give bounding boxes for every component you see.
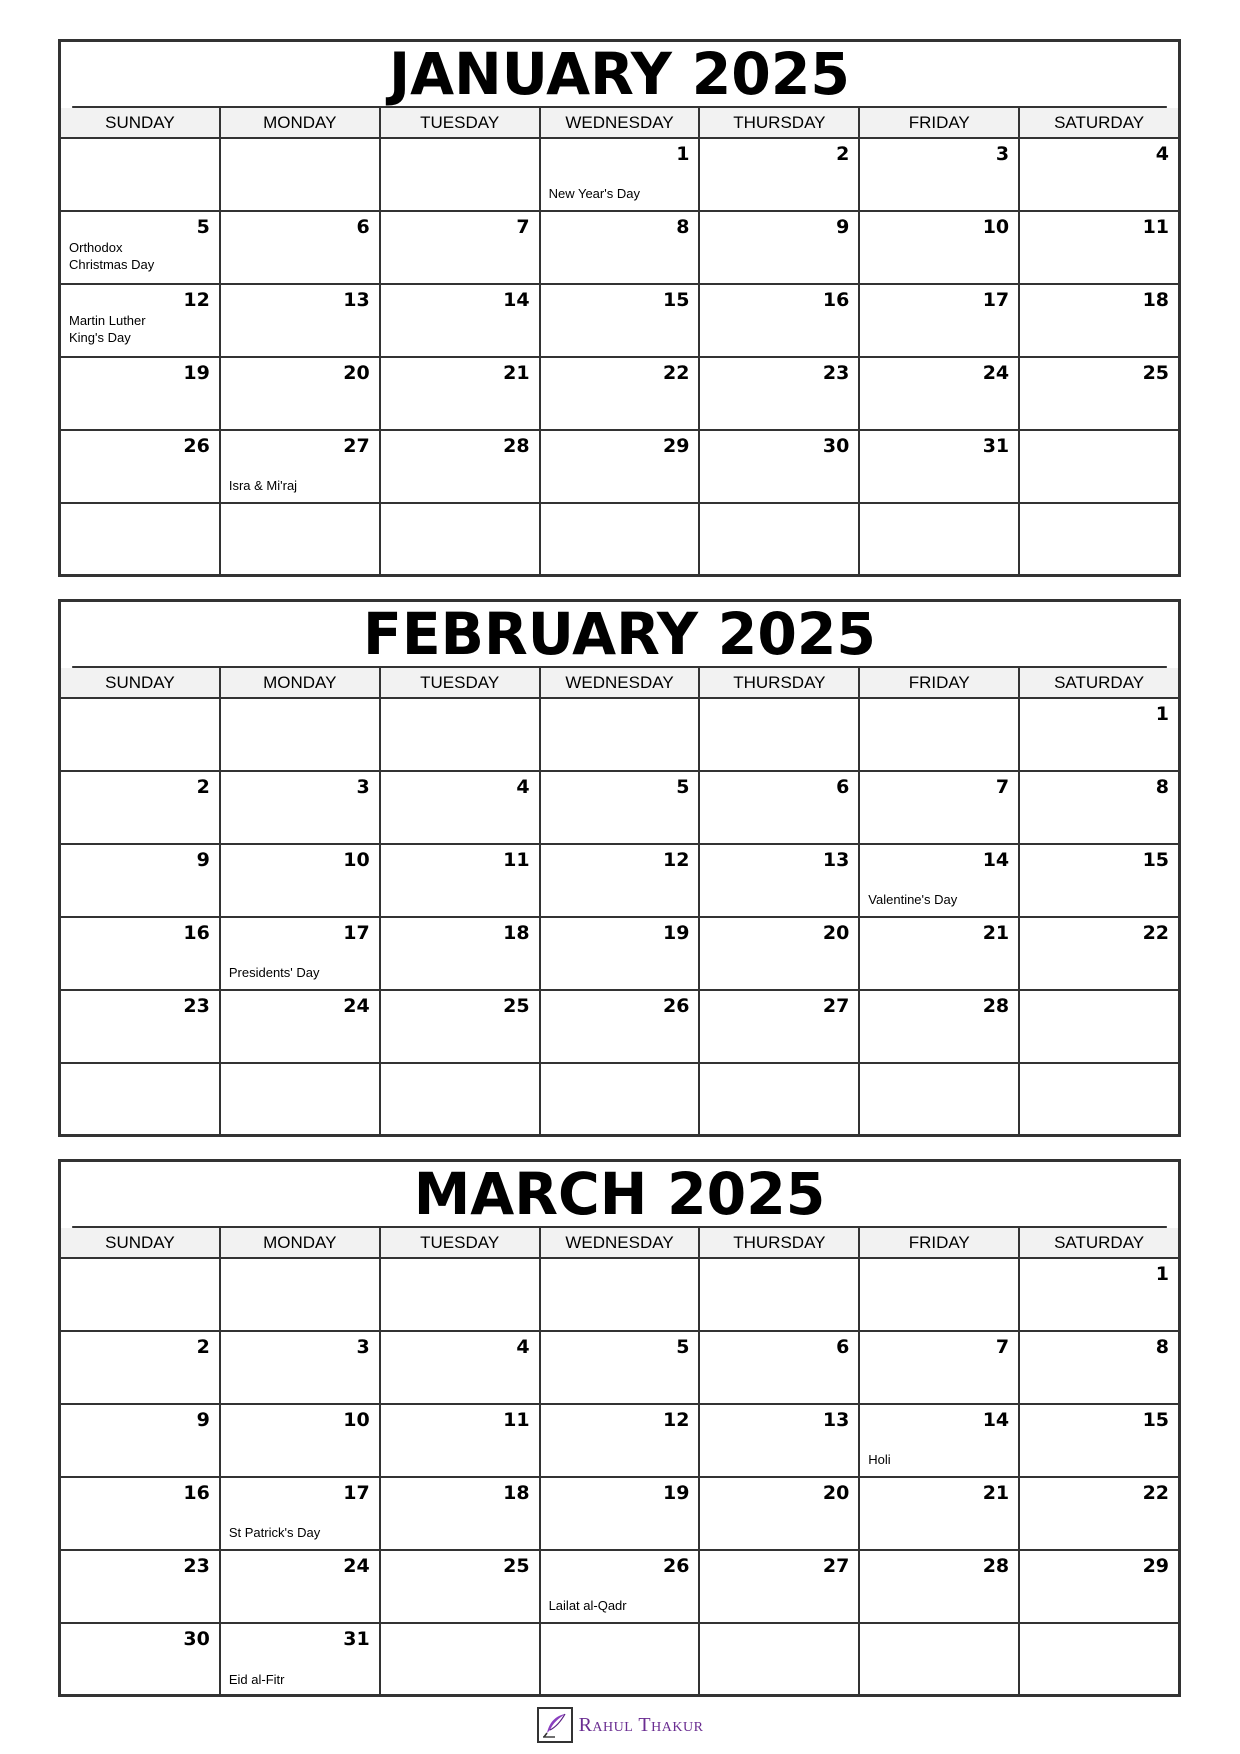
- weekday-sunday: SUNDAY: [61, 668, 221, 697]
- day-number: 27: [822, 995, 850, 1017]
- empty-day-cell: [860, 504, 1020, 576]
- weekday-thursday: THURSDAY: [700, 108, 860, 137]
- week-row: [61, 139, 1178, 212]
- week-row: [61, 845, 1178, 918]
- week-row: [61, 1478, 1178, 1551]
- day-cell: [541, 772, 701, 843]
- day-number: 3: [995, 143, 1010, 165]
- week-row: [61, 1624, 1178, 1696]
- day-number: 19: [183, 362, 210, 384]
- day-number: 28: [982, 1555, 1010, 1577]
- day-number: 12: [183, 289, 210, 311]
- day-cell: [61, 918, 221, 989]
- holiday-label: Valentine's Day: [868, 892, 958, 907]
- day-number: 30: [822, 435, 850, 457]
- day-number: 9: [196, 1409, 210, 1431]
- empty-day-cell: [221, 1064, 381, 1136]
- day-cell: [1020, 358, 1178, 429]
- day-number: 21: [503, 362, 530, 384]
- day-number: 18: [1142, 289, 1170, 311]
- day-number: 4: [516, 1336, 530, 1358]
- day-cell: [61, 772, 221, 843]
- week-row: [61, 1332, 1178, 1405]
- day-number: 11: [503, 1409, 530, 1431]
- weekday-wednesday: WEDNESDAY: [541, 668, 701, 697]
- day-number: 11: [1142, 216, 1170, 238]
- day-cell: [1020, 772, 1178, 843]
- weekday-header: [61, 668, 1178, 699]
- day-cell: [61, 1478, 221, 1549]
- day-number: 23: [822, 362, 850, 384]
- day-cell: [1020, 139, 1178, 210]
- day-cell: [541, 1332, 701, 1403]
- day-number: 2: [196, 1336, 210, 1358]
- day-cell: [221, 431, 381, 502]
- day-number: 29: [1142, 1555, 1170, 1577]
- day-cell: [541, 212, 701, 283]
- weekday-monday: MONDAY: [221, 108, 381, 137]
- day-cell: [1020, 699, 1178, 770]
- day-cell: [1020, 1259, 1178, 1330]
- day-cell: [1020, 845, 1178, 916]
- weekday-tuesday: TUESDAY: [381, 1228, 541, 1257]
- day-cell: [541, 285, 701, 356]
- weekday-sunday: SUNDAY: [61, 108, 221, 137]
- empty-day-cell: [61, 504, 221, 576]
- empty-day-cell: [221, 1259, 381, 1330]
- empty-day-cell: [700, 1259, 860, 1330]
- month-january: [58, 39, 1181, 577]
- day-cell: [1020, 1551, 1178, 1622]
- day-number: 26: [662, 1555, 690, 1577]
- day-cell: [700, 212, 860, 283]
- day-number: 12: [662, 1409, 690, 1431]
- day-cell: [61, 1551, 221, 1622]
- day-number: 4: [1155, 143, 1170, 165]
- day-cell: [61, 991, 221, 1062]
- empty-day-cell: [541, 1259, 701, 1330]
- month-grid: [61, 139, 1178, 576]
- day-number: 17: [343, 1482, 370, 1504]
- week-row: [61, 358, 1178, 431]
- day-cell: [1020, 212, 1178, 283]
- day-cell: [700, 1478, 860, 1549]
- day-cell: [700, 1332, 860, 1403]
- day-cell: [381, 431, 541, 502]
- week-row: [61, 504, 1178, 576]
- empty-day-cell: [61, 699, 221, 770]
- weekday-header: [61, 108, 1178, 139]
- day-number: 29: [662, 435, 690, 457]
- empty-day-cell: [381, 1624, 541, 1696]
- empty-day-cell: [61, 1259, 221, 1330]
- week-row: [61, 918, 1178, 991]
- day-number: 1: [1155, 1263, 1170, 1285]
- month-title: FEBRUARY 2025: [72, 602, 1167, 668]
- day-number: 16: [822, 289, 850, 311]
- day-number: 14: [982, 1409, 1010, 1431]
- empty-day-cell: [61, 1064, 221, 1136]
- day-cell: [61, 358, 221, 429]
- day-cell: [221, 285, 381, 356]
- day-number: 14: [982, 849, 1010, 871]
- day-cell: [61, 1624, 221, 1696]
- empty-day-cell: [541, 699, 701, 770]
- day-cell: [860, 1478, 1020, 1549]
- weekday-friday: FRIDAY: [860, 108, 1020, 137]
- day-cell: [381, 285, 541, 356]
- week-row: [61, 1551, 1178, 1624]
- day-number: 17: [343, 922, 370, 944]
- day-cell: [860, 285, 1020, 356]
- day-number: 3: [356, 1336, 370, 1358]
- day-number: 22: [1142, 1482, 1170, 1504]
- weekday-wednesday: WEDNESDAY: [541, 1228, 701, 1257]
- day-cell: [381, 772, 541, 843]
- day-cell: [700, 845, 860, 916]
- brand-name: Rahul Thakur: [578, 1713, 704, 1736]
- holiday-label: Lailat al-Qadr: [548, 1598, 627, 1613]
- day-number: 31: [982, 435, 1010, 457]
- day-number: 12: [662, 849, 690, 871]
- day-number: 15: [1142, 849, 1170, 871]
- holiday-label: St Patrick's Day: [228, 1525, 321, 1540]
- day-number: 27: [343, 435, 370, 457]
- day-cell: [221, 918, 381, 989]
- day-cell: [221, 1478, 381, 1549]
- week-row: [61, 1064, 1178, 1136]
- day-number: 14: [503, 289, 530, 311]
- day-cell: [61, 845, 221, 916]
- day-cell: [700, 431, 860, 502]
- day-number: 16: [183, 922, 210, 944]
- weekday-saturday: SATURDAY: [1054, 1233, 1145, 1252]
- day-number: 26: [662, 995, 690, 1017]
- empty-day-cell: [381, 1064, 541, 1136]
- day-cell: [61, 1332, 221, 1403]
- day-cell: [221, 845, 381, 916]
- day-number: 24: [343, 995, 370, 1017]
- day-cell: [1020, 1405, 1178, 1476]
- day-number: 7: [995, 776, 1010, 798]
- month-february: [58, 599, 1181, 1137]
- day-number: 24: [343, 1555, 370, 1577]
- day-cell: [860, 991, 1020, 1062]
- day-number: 23: [183, 995, 210, 1017]
- empty-day-cell: [700, 1064, 860, 1136]
- day-number: 5: [676, 1336, 690, 1358]
- day-number: 10: [982, 216, 1010, 238]
- day-number: 1: [676, 143, 690, 165]
- day-number: 18: [503, 1482, 530, 1504]
- empty-day-cell: [541, 1624, 701, 1696]
- weekday-header: [61, 1228, 1178, 1259]
- holiday-label: Holi: [868, 1452, 891, 1467]
- empty-day-cell: [221, 139, 381, 210]
- week-row: [61, 991, 1178, 1064]
- empty-day-cell: [1020, 431, 1178, 502]
- month-march: [58, 1159, 1181, 1697]
- day-cell: [700, 1551, 860, 1622]
- day-number: 19: [662, 922, 690, 944]
- holiday-label: New Year's Day: [548, 186, 640, 201]
- day-number: 4: [516, 776, 530, 798]
- day-cell: [381, 212, 541, 283]
- empty-day-cell: [860, 1259, 1020, 1330]
- month-title: JANUARY 2025: [72, 42, 1167, 108]
- day-number: 21: [982, 922, 1010, 944]
- empty-day-cell: [1020, 504, 1178, 576]
- day-cell: [860, 1405, 1020, 1476]
- day-number: 28: [503, 435, 530, 457]
- day-number: 15: [662, 289, 690, 311]
- day-cell: [860, 1551, 1020, 1622]
- day-cell: [541, 1478, 701, 1549]
- day-number: 8: [1155, 776, 1170, 798]
- holiday-label: Isra & Mi'raj: [228, 478, 298, 493]
- day-cell: [860, 845, 1020, 916]
- day-cell: [541, 431, 701, 502]
- day-number: 7: [516, 216, 530, 238]
- day-cell: [1020, 285, 1178, 356]
- day-number: 30: [183, 1628, 210, 1650]
- holiday-label: Martin Luther King's Day: [69, 313, 146, 345]
- day-number: 22: [1142, 922, 1170, 944]
- empty-day-cell: [381, 504, 541, 576]
- weekday-thursday: THURSDAY: [700, 668, 860, 697]
- day-cell: [221, 1332, 381, 1403]
- empty-day-cell: [860, 1624, 1020, 1696]
- day-cell: [221, 358, 381, 429]
- empty-day-cell: [1020, 1624, 1178, 1696]
- weekday-thursday: THURSDAY: [700, 1228, 860, 1257]
- day-cell: [860, 1332, 1020, 1403]
- day-number: 25: [503, 995, 530, 1017]
- empty-day-cell: [61, 139, 221, 210]
- week-row: [61, 772, 1178, 845]
- day-number: 2: [196, 776, 210, 798]
- weekday-saturday: SATURDAY: [1054, 673, 1145, 692]
- day-cell: [541, 991, 701, 1062]
- day-cell: [541, 139, 701, 210]
- weekday-friday: FRIDAY: [860, 668, 1020, 697]
- holiday-label: Eid al-Fitr: [228, 1672, 285, 1687]
- empty-day-cell: [381, 699, 541, 770]
- day-cell: [860, 358, 1020, 429]
- day-number: 9: [836, 216, 850, 238]
- day-number: 25: [503, 1555, 530, 1577]
- empty-day-cell: [221, 504, 381, 576]
- empty-day-cell: [700, 1624, 860, 1696]
- day-number: 27: [822, 1555, 850, 1577]
- weekday-saturday: SATURDAY: [1054, 113, 1145, 132]
- weekday-tuesday: TUESDAY: [381, 108, 541, 137]
- day-number: 8: [676, 216, 690, 238]
- day-number: 13: [822, 849, 850, 871]
- day-cell: [700, 772, 860, 843]
- day-cell: [700, 358, 860, 429]
- day-number: 5: [676, 776, 690, 798]
- month-grid: [61, 1259, 1178, 1696]
- day-number: 2: [836, 143, 850, 165]
- day-number: 10: [343, 849, 370, 871]
- day-cell: [221, 1624, 381, 1696]
- day-number: 24: [982, 362, 1010, 384]
- day-cell: [860, 772, 1020, 843]
- day-cell: [381, 845, 541, 916]
- day-number: 6: [356, 216, 370, 238]
- day-cell: [700, 991, 860, 1062]
- day-number: 10: [343, 1409, 370, 1431]
- day-number: 8: [1155, 1336, 1170, 1358]
- day-cell: [860, 212, 1020, 283]
- empty-day-cell: [860, 1064, 1020, 1136]
- week-row: [61, 1405, 1178, 1478]
- day-number: 26: [183, 435, 210, 457]
- day-number: 19: [662, 1482, 690, 1504]
- day-number: 25: [1142, 362, 1170, 384]
- day-number: 6: [836, 776, 850, 798]
- day-cell: [221, 1405, 381, 1476]
- day-number: 6: [836, 1336, 850, 1358]
- week-row: [61, 431, 1178, 504]
- day-number: 20: [343, 362, 370, 384]
- day-number: 18: [503, 922, 530, 944]
- day-cell: [1020, 1332, 1178, 1403]
- day-cell: [381, 1332, 541, 1403]
- day-cell: [860, 431, 1020, 502]
- day-cell: [541, 358, 701, 429]
- day-cell: [221, 1551, 381, 1622]
- day-number: 7: [995, 1336, 1010, 1358]
- empty-day-cell: [700, 504, 860, 576]
- empty-day-cell: [860, 699, 1020, 770]
- empty-day-cell: [1020, 1064, 1178, 1136]
- day-number: 1: [1155, 703, 1170, 725]
- day-cell: [541, 918, 701, 989]
- empty-day-cell: [541, 1064, 701, 1136]
- day-number: 13: [822, 1409, 850, 1431]
- weekday-sunday: SUNDAY: [61, 1228, 221, 1257]
- holiday-label: Presidents' Day: [228, 965, 320, 980]
- day-cell: [61, 212, 221, 283]
- empty-day-cell: [700, 699, 860, 770]
- day-number: 20: [822, 922, 850, 944]
- day-cell: [61, 431, 221, 502]
- day-number: 21: [982, 1482, 1010, 1504]
- day-cell: [381, 1551, 541, 1622]
- day-number: 16: [183, 1482, 210, 1504]
- feather-pen-icon: [537, 1707, 573, 1743]
- day-cell: [61, 1405, 221, 1476]
- month-title: MARCH 2025: [72, 1162, 1167, 1228]
- day-cell: [700, 285, 860, 356]
- day-number: 13: [343, 289, 370, 311]
- weekday-monday: MONDAY: [221, 668, 381, 697]
- day-cell: [381, 1405, 541, 1476]
- day-cell: [381, 1478, 541, 1549]
- day-number: 22: [662, 362, 690, 384]
- day-number: 15: [1142, 1409, 1170, 1431]
- weekday-friday: FRIDAY: [860, 1228, 1020, 1257]
- weekday-tuesday: TUESDAY: [381, 668, 541, 697]
- day-cell: [860, 139, 1020, 210]
- month-grid: [61, 699, 1178, 1136]
- day-cell: [381, 918, 541, 989]
- weekday-monday: MONDAY: [221, 1228, 381, 1257]
- weekday-wednesday: WEDNESDAY: [541, 108, 701, 137]
- day-number: 31: [343, 1628, 370, 1650]
- day-cell: [1020, 1478, 1178, 1549]
- empty-day-cell: [1020, 991, 1178, 1062]
- day-number: 9: [196, 849, 210, 871]
- day-cell: [860, 918, 1020, 989]
- day-cell: [700, 139, 860, 210]
- empty-day-cell: [381, 139, 541, 210]
- week-row: [61, 699, 1178, 772]
- holiday-label: Orthodox Christmas Day: [69, 240, 155, 272]
- day-cell: [221, 991, 381, 1062]
- day-cell: [700, 918, 860, 989]
- empty-day-cell: [541, 504, 701, 576]
- day-cell: [541, 1405, 701, 1476]
- week-row: [61, 285, 1178, 358]
- day-cell: [221, 212, 381, 283]
- day-cell: [381, 991, 541, 1062]
- day-number: 5: [196, 216, 210, 238]
- day-number: 28: [982, 995, 1010, 1017]
- footer-brand: [0, 1704, 1240, 1746]
- day-number: 11: [503, 849, 530, 871]
- day-cell: [221, 772, 381, 843]
- day-cell: [1020, 918, 1178, 989]
- day-number: 3: [356, 776, 370, 798]
- day-number: 23: [183, 1555, 210, 1577]
- empty-day-cell: [221, 699, 381, 770]
- day-cell: [541, 1551, 701, 1622]
- week-row: [61, 1259, 1178, 1332]
- day-cell: [381, 358, 541, 429]
- week-row: [61, 212, 1178, 285]
- day-number: 20: [822, 1482, 850, 1504]
- empty-day-cell: [381, 1259, 541, 1330]
- day-cell: [541, 845, 701, 916]
- day-number: 17: [982, 289, 1010, 311]
- day-cell: [700, 1405, 860, 1476]
- day-cell: [61, 285, 221, 356]
